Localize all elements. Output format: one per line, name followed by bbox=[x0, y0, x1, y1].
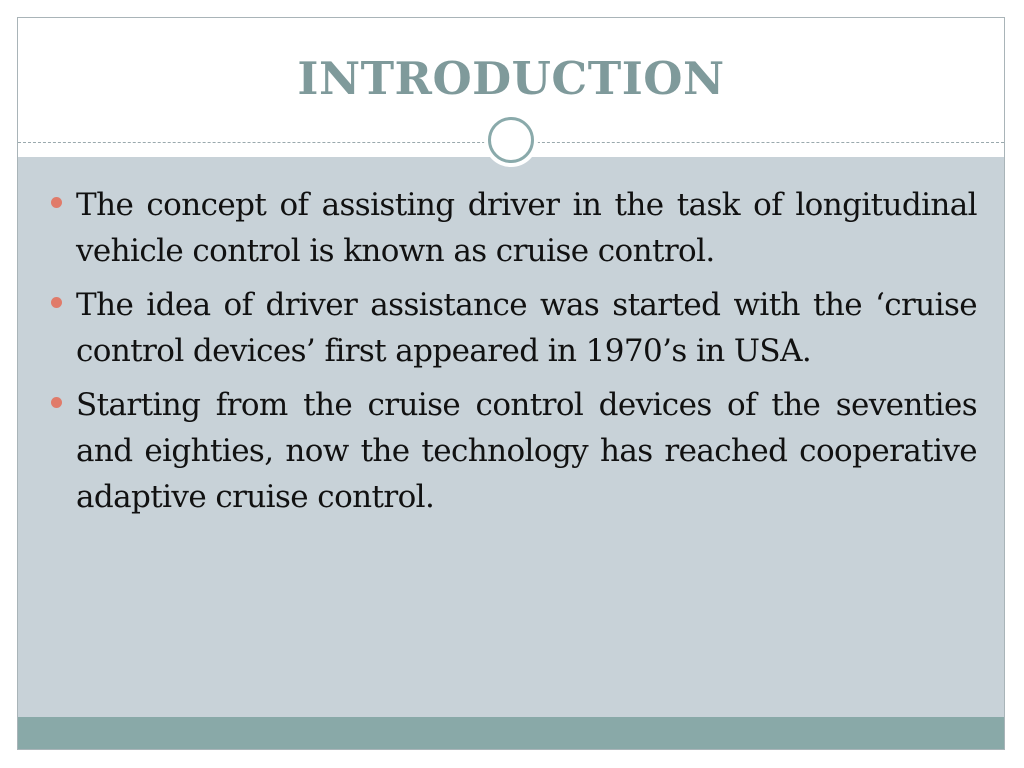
bullet-text: The concept of assisting driver in the task of longitudinal vehicle control is known as cruise control. bbox=[76, 187, 977, 269]
slide bbox=[17, 17, 1005, 750]
bullet-item bbox=[51, 182, 977, 274]
bullet-item bbox=[51, 382, 977, 520]
slide-title: INTRODUCTION bbox=[297, 52, 725, 105]
bullet-item bbox=[51, 282, 977, 374]
bullet-dot-icon bbox=[51, 397, 62, 408]
bullet-dot-icon bbox=[51, 197, 62, 208]
bullet-text: Starting from the cruise control devices of the seventies and eighties, now the technology has reached cooperative adaptive cruise control. bbox=[76, 387, 977, 515]
bullet-text: The idea of driver assistance was started with the ‘cruise control devices’ first appeared in 1970’s in USA. bbox=[76, 287, 977, 369]
bullet-dot-icon bbox=[51, 297, 62, 308]
circle-ring-icon bbox=[484, 113, 538, 167]
ornament-ring bbox=[488, 117, 534, 163]
footer-band bbox=[18, 717, 1004, 750]
bullet-list bbox=[51, 182, 977, 528]
